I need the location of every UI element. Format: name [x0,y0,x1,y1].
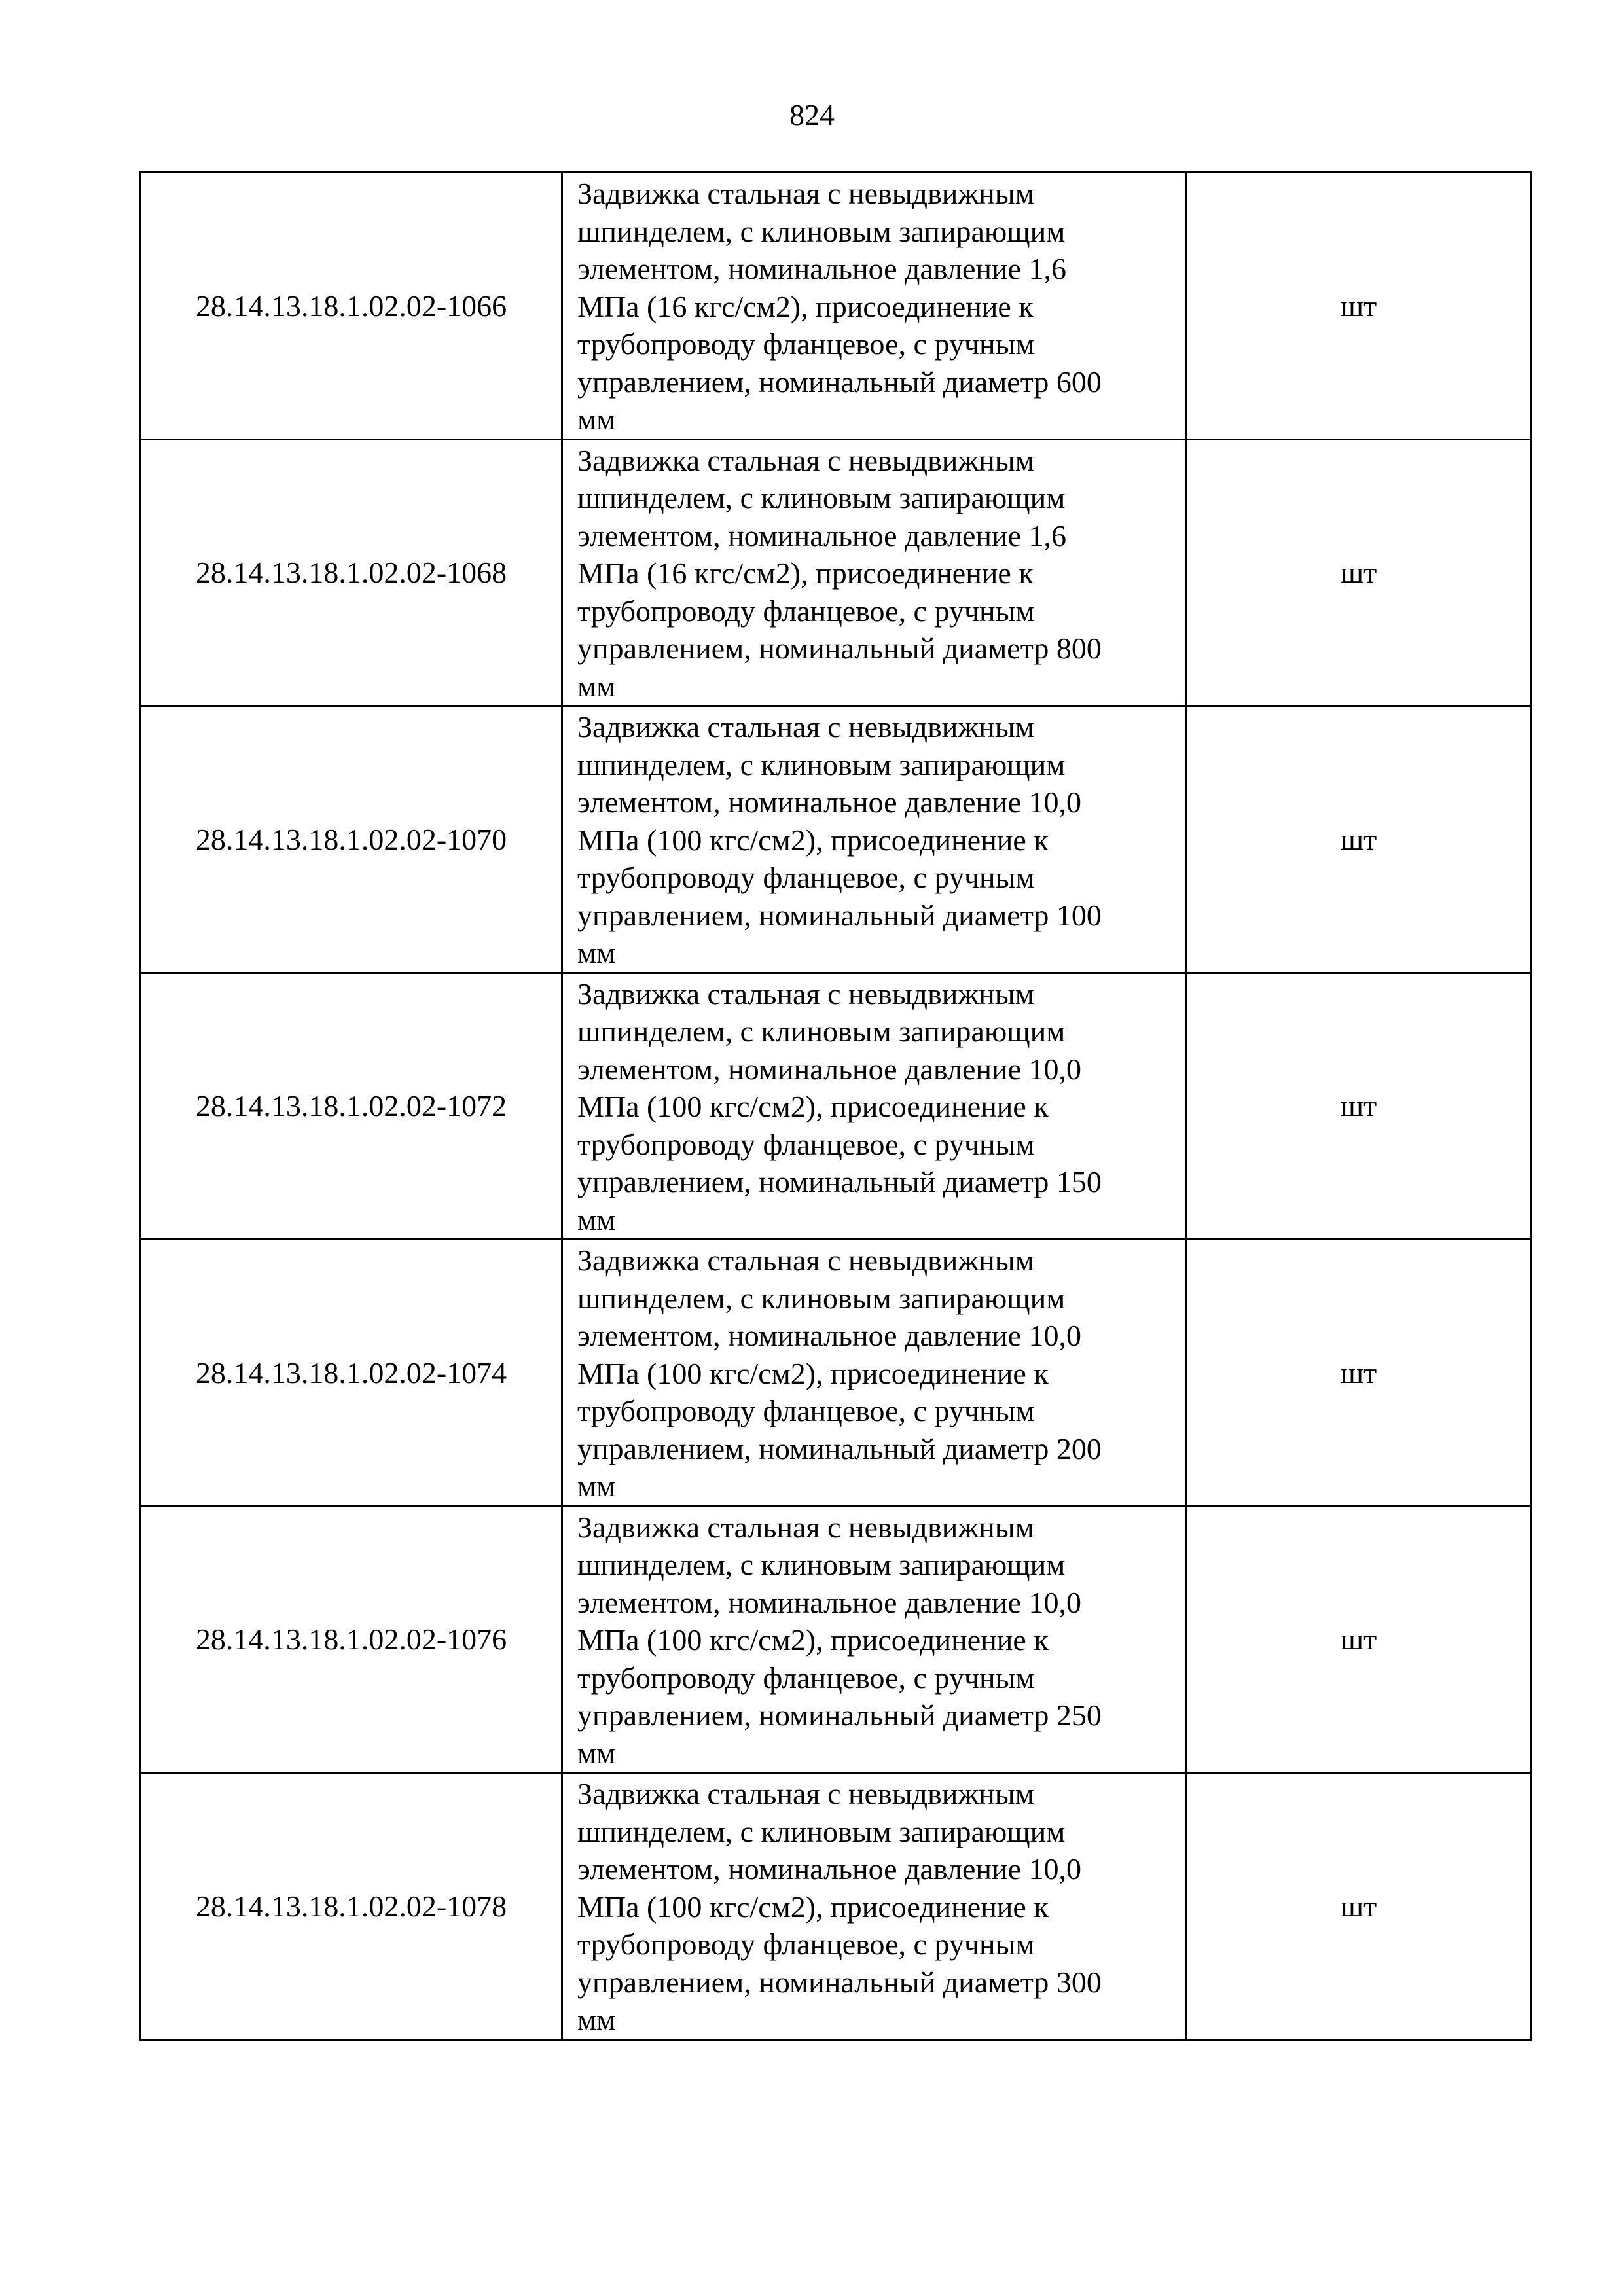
description-line: управлением, номинальный диаметр 250 [577,1698,1102,1732]
description-line: Задвижка стальная с невыдвижным [577,1510,1034,1544]
description-line: управлением, номинальный диаметр 800 [577,632,1102,665]
item-unit: шт [1186,439,1532,706]
description-line: трубопроводу фланцевое, с ручным [577,1928,1035,1961]
item-unit: шт [1186,706,1532,973]
item-description [562,1506,1186,1773]
item-description [562,973,1186,1240]
item-description [562,439,1186,706]
description-line: Задвижка стальная с невыдвижным [577,1777,1034,1810]
description-line: мм [577,936,616,969]
page-number: 824 [789,98,835,132]
item-description [562,1773,1186,2040]
table-row [141,173,1532,440]
description-line: управлением, номинальный диаметр 150 [577,1165,1102,1198]
description-line: трубопроводу фланцевое, с ручным [577,861,1035,894]
description-line: Задвижка стальная с невыдвижным [577,443,1034,477]
description-line: элементом, номинальное давление 1,6 [577,518,1067,552]
item-description [562,173,1186,440]
description-line: мм [577,669,616,703]
description-line: мм [577,2003,616,2036]
description-line: шпинделем, с клиновым запирающим [577,1814,1066,1848]
item-unit: шт [1186,973,1532,1240]
description-line: МПа (16 кгс/см2), присоединение к [577,556,1034,590]
description-line: элементом, номинальное давление 10,0 [577,1319,1082,1352]
description-line: мм [577,1202,616,1236]
table-row [141,1506,1532,1773]
description-line: шпинделем, с клиновым запирающим [577,1014,1066,1048]
description-line: мм [577,1736,616,1770]
description-line: Задвижка стальная с невыдвижным [577,1244,1034,1277]
item-description [562,706,1186,973]
table-row [141,1240,1532,1507]
description-line: элементом, номинальное давление 10,0 [577,1852,1082,1886]
description-line: МПа (100 кгс/см2), присоединение к [577,823,1049,857]
item-unit: шт [1186,1240,1532,1507]
description-line: управлением, номинальный диаметр 100 [577,898,1102,932]
description-line: Задвижка стальная с невыдвижным [577,977,1034,1011]
description-line: шпинделем, с клиновым запирающим [577,1548,1066,1581]
item-code: 28.14.13.18.1.02.02-1076 [141,1506,562,1773]
table-row [141,706,1532,973]
description-line: трубопроводу фланцевое, с ручным [577,1660,1035,1695]
description-line: МПа (100 кгс/см2), присоединение к [577,1890,1049,1924]
description-line: элементом, номинальное давление 10,0 [577,1585,1082,1619]
description-line: управлением, номинальный диаметр 200 [577,1431,1102,1465]
item-unit: шт [1186,1773,1532,2040]
description-line: шпинделем, с клиновым запирающим [577,747,1066,781]
description-line: трубопроводу фланцевое, с ручным [577,327,1035,361]
item-code: 28.14.13.18.1.02.02-1074 [141,1240,562,1507]
description-line: мм [577,1469,616,1503]
description-line: элементом, номинальное давление 1,6 [577,252,1067,285]
item-code: 28.14.13.18.1.02.02-1068 [141,439,562,706]
item-code: 28.14.13.18.1.02.02-1070 [141,706,562,973]
description-line: МПа (100 кгс/см2), присоединение к [577,1090,1049,1123]
item-description [562,1240,1186,1507]
description-line: трубопроводу фланцевое, с ручным [577,594,1035,628]
description-line: шпинделем, с клиновым запирающим [577,481,1066,514]
description-line: шпинделем, с клиновым запирающим [577,1281,1066,1315]
description-line: МПа (100 кгс/см2), присоединение к [577,1356,1049,1390]
description-line: мм [577,403,616,436]
description-line: МПа (16 кгс/см2), присоединение к [577,289,1034,323]
description-line: Задвижка стальная с невыдвижным [577,177,1034,210]
table-row [141,973,1532,1240]
description-line: управлением, номинальный диаметр 600 [577,365,1102,399]
description-line: трубопроводу фланцевое, с ручным [577,1127,1035,1161]
item-code: 28.14.13.18.1.02.02-1072 [141,973,562,1240]
materials-table [139,171,1532,2041]
description-line: Задвижка стальная с невыдвижным [577,710,1034,744]
description-line: управлением, номинальный диаметр 300 [577,1965,1102,1999]
table-row [141,1773,1532,2040]
table-body [141,173,1532,2040]
item-code: 28.14.13.18.1.02.02-1066 [141,173,562,440]
item-code: 28.14.13.18.1.02.02-1078 [141,1773,562,2040]
table-row [141,439,1532,706]
item-unit: шт [1186,173,1532,440]
description-line: трубопроводу фланцевое, с ручным [577,1394,1035,1427]
description-line: элементом, номинальное давление 10,0 [577,785,1082,819]
description-line: элементом, номинальное давление 10,0 [577,1052,1082,1086]
description-line: шпинделем, с клиновым запирающим [577,214,1066,248]
description-line: МПа (100 кгс/см2), присоединение к [577,1623,1049,1657]
item-unit: шт [1186,1506,1532,1773]
